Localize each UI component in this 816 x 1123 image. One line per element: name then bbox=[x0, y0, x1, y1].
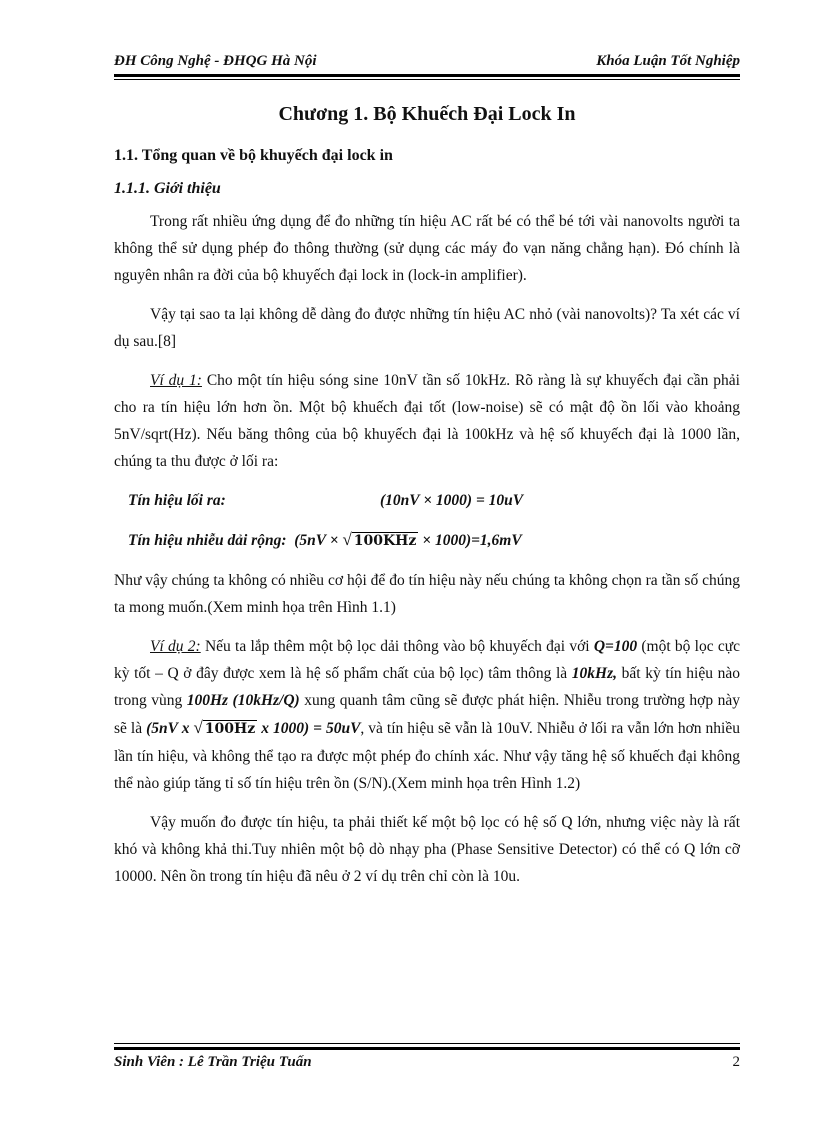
formula-output-label: Tín hiệu lối ra: bbox=[128, 492, 226, 509]
header-left: ĐH Công Nghệ - ĐHQG Hà Nội bbox=[114, 53, 317, 69]
formula-output-signal bbox=[114, 487, 740, 514]
paragraph-example-1 bbox=[114, 367, 740, 475]
chapter-title: Chương 1. Bộ Khuếch Đại Lock In bbox=[278, 103, 576, 125]
page-header bbox=[114, 50, 740, 76]
example-1-label: Ví dụ 1: bbox=[150, 372, 202, 389]
formula-output-value: (10nV × 1000) = 10uV bbox=[380, 492, 524, 509]
example-2-text-b: (một bộ lọc cực kỳ tốt – Q ở đây được xem là hệ số phẩm chất của bộ lọc) tâm thông là bbox=[114, 638, 740, 682]
header-rule-thin bbox=[114, 79, 740, 80]
paragraph-question: Vậy tại sao ta lại không dễ dàng đo được những tín hiệu AC nhỏ (vài nanovolts)? Ta xét các ví dụ sau.[8] bbox=[114, 306, 740, 350]
example-2-freq: 10kHz, bbox=[571, 665, 618, 682]
example-2-text-e: , và tín hiệu sẽ vẫn là 10uV. Nhiễu ở lối ra vẫn lớn hơn nhiều lần tín hiệu, và không thể tạo ra được một phép đo chính xác. Như vậy tăng hệ số khuếch đại không thể nào giúp tăng tỉ số tín hiệu trên ồn (S/N).(Xem minh họa trên Hình 1.2) bbox=[114, 720, 740, 792]
example-2-q: Q=100 bbox=[593, 638, 638, 655]
subsection-title: 1.1.1. Giới thiệu bbox=[114, 180, 221, 197]
paragraph-final: Vậy muốn đo được tín hiệu, ta phải thiết kế một bộ lọc có hệ số Q lớn, nhưng việc này là rất khó và không khả thi.Tuy nhiên một bộ dò nhạy pha (Phase Sensitive Detector) có thể có Q lớn cỡ 10000. Nên ồn trong tín hiệu đã nêu ở 2 ví dụ trên chỉ còn là 10u. bbox=[114, 814, 740, 885]
section-title: 1.1. Tổng quan về bộ khuyếch đại lock in bbox=[114, 147, 393, 164]
paragraph-conclusion-1: Như vậy chúng ta không có nhiều cơ hội để đo tín hiệu này nếu chúng ta không chọn ra tần số chúng ta mong muốn.(Xem minh họa trên Hình 1.1) bbox=[114, 572, 740, 616]
example-2-text-d: xung quanh tâm cũng sẽ được phát hiện. Nhiễu trong trường hợp này sẽ là bbox=[114, 692, 741, 737]
formula-noise-sqrt: 100KHz bbox=[353, 533, 417, 549]
example-2-text-a: Nếu ta lắp thêm một bộ lọc dải thông vào bộ khuyếch đại với bbox=[200, 638, 594, 655]
example-1-text: Cho một tín hiệu sóng sine 10nV tần số 10kHz. Rõ ràng là sự khuyếch đại cần phải cho ra tín hiệu lớn hơn ồn. Một bộ khuếch đại tốt (low-noise) sẽ có mật độ ồn lối vào khoảng 5nV/sqrt(Hz). Nếu băng thông của bộ khuyếch đại là 100kHz và hệ số khuyếch đại là 1000 lần, chúng ta thu được ở lối ra: bbox=[114, 372, 740, 470]
example-2-formula-post: x 1000) = 50uV bbox=[257, 720, 361, 737]
example-2-label: Ví dụ 2: bbox=[150, 638, 201, 655]
example-2-text-c: bất kỳ tín hiệu nào trong vùng bbox=[114, 665, 740, 709]
header-rule-thick bbox=[114, 74, 740, 77]
sqrt-symbol: √ bbox=[342, 530, 352, 549]
footer-rule-thin bbox=[114, 1043, 740, 1044]
formula-noise-post: × 1000)=1,6mV bbox=[418, 532, 522, 549]
footer-rule-thick bbox=[114, 1047, 740, 1050]
formula-noise-label: Tín hiệu nhiễu dải rộng: bbox=[128, 532, 287, 549]
page-number: 2 bbox=[732, 1054, 740, 1070]
footer-author: Sinh Viên : Lê Trần Triệu Tuấn bbox=[114, 1054, 312, 1070]
header-right: Khóa Luận Tốt Nghiệp bbox=[596, 53, 740, 69]
example-2-bandwidth: 100Hz (10kHz/Q) bbox=[186, 692, 300, 709]
paragraph-intro: Trong rất nhiều ứng dụng để đo những tín hiệu AC rất bé có thể bé tới vài nanovolts người ta không thể sử dụng phép đo thông thường (sử dụng các máy đo vạn năng chẳng hạn). Đó chính là nguyên nhân ra đời của bộ khuyếch đại lock in (lock-in amplifier). bbox=[114, 213, 740, 284]
paragraph-example-2 bbox=[114, 633, 740, 797]
page-content bbox=[114, 98, 740, 902]
formula-noise-pre: (5nV × bbox=[294, 532, 343, 549]
example-2-formula-sqrt: 100Hz bbox=[204, 721, 256, 737]
formula-broadband-noise bbox=[114, 526, 740, 555]
example-2-formula bbox=[146, 720, 360, 737]
sqrt-symbol: √ bbox=[193, 718, 203, 737]
example-2-formula-pre: (5nV x bbox=[146, 720, 194, 737]
